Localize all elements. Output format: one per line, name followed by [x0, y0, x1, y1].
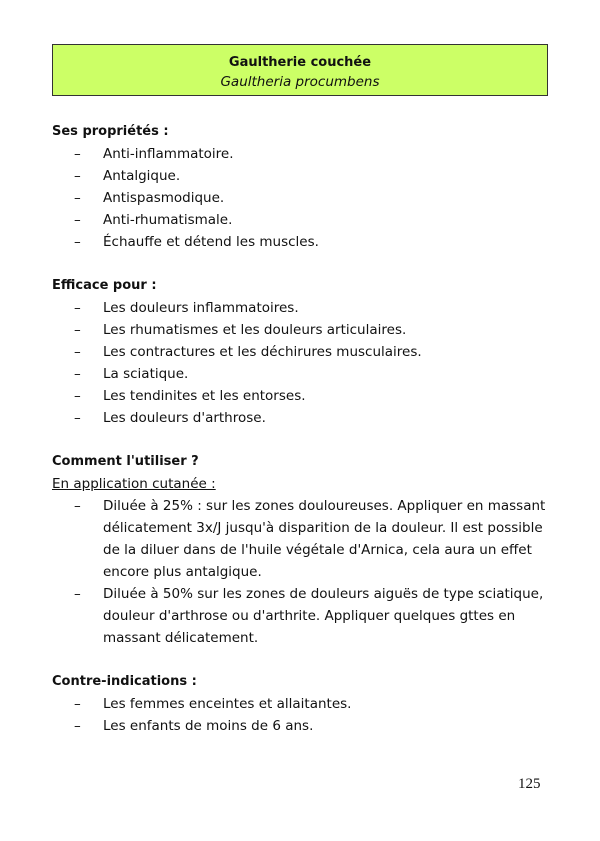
properties-list	[52, 143, 552, 253]
section-heading-usage: Comment l'utiliser ?	[52, 454, 199, 469]
list-item: – Anti-inflammatoire.	[74, 146, 234, 162]
section-heading-contraindications: Contre-indications :	[52, 674, 197, 689]
list-item: – Diluée à 25% : sur les zones douloureuses. Appliquer en massant délicatement 3x/J jusqu'à disparition de la douleur. Il est possible de la diluer dans de l'huile végétale d'Arnica, cela aura un effet encore plus antalgique.	[74, 498, 546, 580]
content	[52, 121, 552, 737]
usage-list	[52, 495, 552, 649]
list-item: – Les douleurs inflammatoires.	[74, 300, 299, 316]
list-item: – Les femmes enceintes et allaitantes.	[74, 696, 352, 712]
list-item: – Les contractures et les déchirures musculaires.	[74, 344, 422, 360]
list-item: – La sciatique.	[74, 366, 189, 382]
list-item: – Antispasmodique.	[74, 190, 225, 206]
list-item: – Anti-rhumatismale.	[74, 212, 233, 228]
list-item: – Les enfants de moins de 6 ans.	[74, 718, 314, 734]
section-heading-properties: Ses propriétés :	[52, 124, 169, 139]
list-item: – Les rhumatismes et les douleurs articulaires.	[74, 322, 407, 338]
usage-subheading: En application cutanée :	[52, 476, 216, 492]
list-item: – Antalgique.	[74, 168, 181, 184]
contraindications-list	[52, 693, 552, 737]
list-item: – Les douleurs d'arthrose.	[74, 410, 266, 426]
page-number: 125	[518, 776, 541, 792]
latin-name: Gaultheria procumbens	[220, 74, 380, 90]
effective-for-list	[52, 297, 552, 429]
list-item: – Diluée à 50% sur les zones de douleurs aiguës de type sciatique, douleur d'arthrose ou d'arthrite. Appliquer quelques gttes en massant délicatement.	[74, 586, 544, 646]
title-box	[52, 44, 548, 96]
list-item: – Échauffe et détend les muscles.	[74, 234, 319, 250]
list-item: – Les tendinites et les entorses.	[74, 388, 306, 404]
section-heading-effective-for: Efficace pour :	[52, 278, 157, 293]
page-title: Gaultherie couchée	[228, 55, 372, 70]
